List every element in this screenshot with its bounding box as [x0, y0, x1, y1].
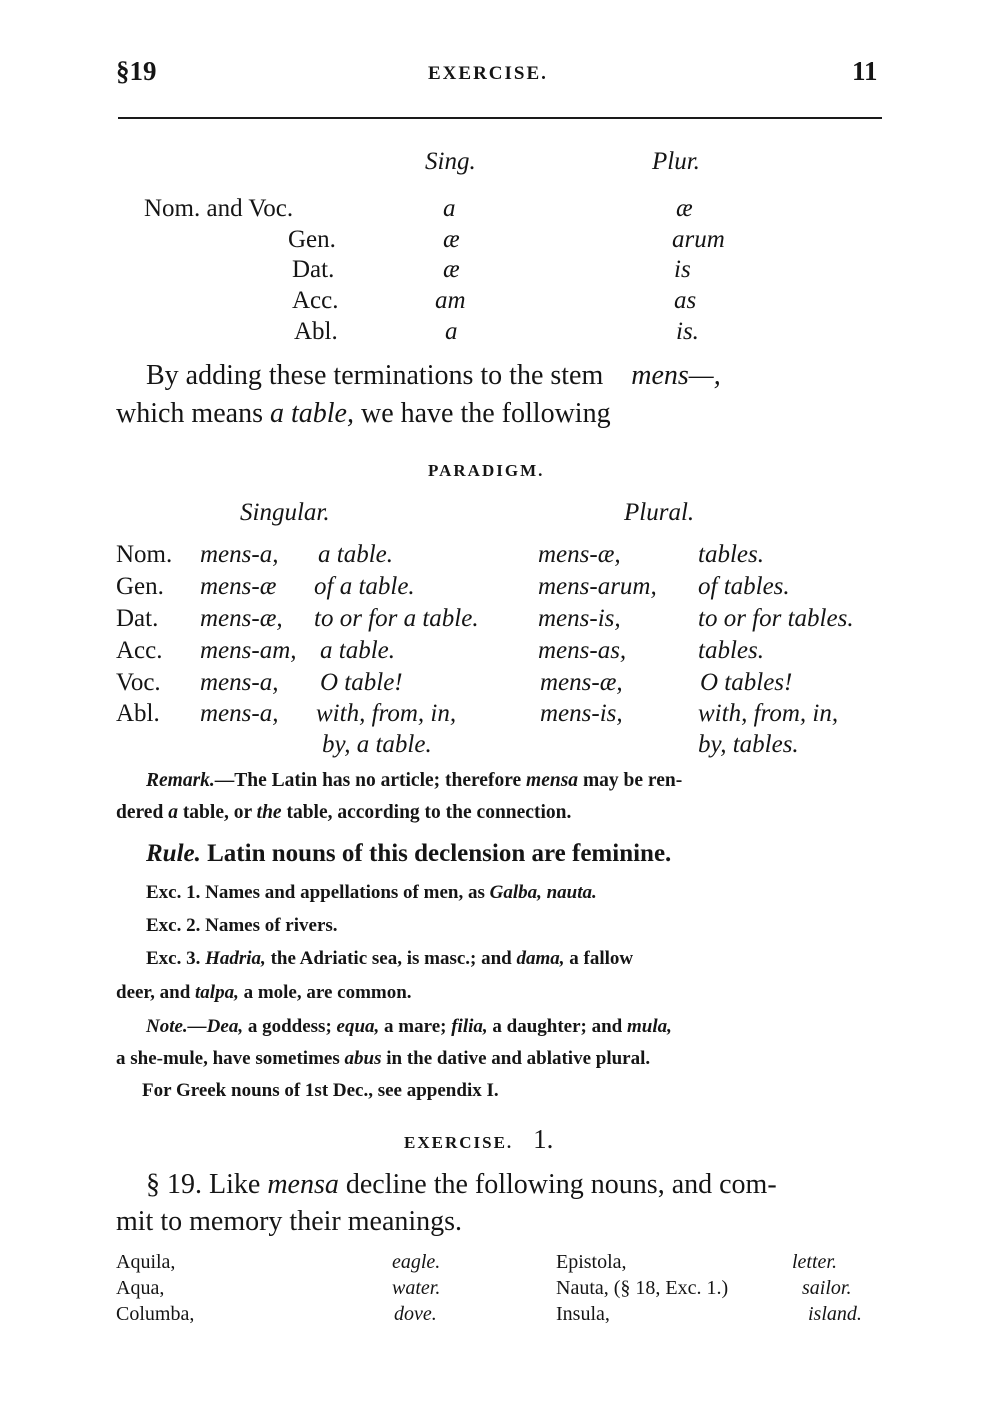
vocab-latin: Aqua,: [116, 1277, 165, 1299]
exercise-text: § 19. Like: [146, 1169, 261, 1200]
paradigm-title: PARADIGM.: [428, 461, 545, 480]
endings-plur: is: [674, 256, 691, 283]
endings-plur-label: Plur.: [652, 148, 700, 175]
exception-3-cont: [116, 982, 412, 1004]
intro-line-1: [146, 360, 721, 392]
vocab-latin: Columba,: [116, 1303, 195, 1325]
paradigm-smean: with, from, in,: [316, 700, 457, 727]
vocab-english: water.: [392, 1277, 441, 1299]
exercise-text: decline the following nouns, and com-: [345, 1169, 777, 1200]
vocab-english: eagle.: [392, 1251, 441, 1273]
intro-line-2: [116, 398, 611, 430]
exception-italic: Galba, nauta.: [489, 882, 597, 903]
paradigm-sform: mens-æ: [200, 573, 277, 600]
paradigm-abl-cont-plur: by, tables.: [698, 731, 799, 758]
paradigm-abl-cont-sing: by, a table.: [322, 731, 432, 758]
note-italic: mula,: [627, 1016, 672, 1037]
note-text: a daughter; and: [492, 1016, 623, 1037]
endings-plur: arum: [672, 226, 725, 253]
note-text: a she-mule, have sometimes: [116, 1048, 340, 1069]
vocab-english: dove.: [394, 1303, 437, 1325]
vocab-latin: Nauta, (§ 18, Exc. 1.): [556, 1277, 729, 1299]
intro-text: By adding these terminations to the stem: [146, 360, 604, 391]
exception-text: a fallow: [569, 948, 634, 969]
rule-line: [146, 840, 671, 868]
endings-case: Abl.: [294, 318, 338, 345]
exception-3: [146, 948, 633, 970]
intro-italic: a table,: [269, 398, 354, 429]
remark-line-2: [116, 802, 571, 824]
exercise-line-2: mit to memory their meanings.: [116, 1206, 463, 1237]
remark-text: table, according to the connection.: [286, 802, 572, 823]
remark-italic: a: [168, 802, 178, 823]
vocab-english: sailor.: [802, 1277, 852, 1299]
exception-number: Exc. 3.: [146, 948, 201, 969]
note-line-1: [146, 1016, 672, 1038]
endings-sing: a: [445, 318, 458, 345]
note-text: in the dative and ablative plural.: [386, 1048, 651, 1069]
exception-number: Exc. 2.: [146, 915, 201, 936]
intro-text: we have the following: [360, 398, 611, 429]
exercise-heading: [404, 1124, 553, 1155]
vocab-latin: Epistola,: [556, 1251, 627, 1273]
paradigm-pmean: to or for tables.: [698, 605, 854, 632]
endings-sing: æ: [443, 256, 460, 283]
stem-word: mens—,: [631, 360, 721, 391]
exercise-number: 1.: [533, 1124, 554, 1154]
paradigm-pmean: tables.: [698, 541, 764, 568]
vocab-english: letter.: [792, 1251, 837, 1273]
endings-plur: is.: [676, 318, 699, 345]
paradigm-sform: mens-a,: [200, 541, 279, 568]
header-rule: [118, 117, 882, 119]
section-number: §19: [116, 56, 157, 86]
vocab-latin: Insula,: [556, 1303, 610, 1325]
exception-italic: dama,: [516, 948, 565, 969]
paradigm-smean: of a table.: [314, 573, 415, 600]
remark-text: dered: [116, 802, 164, 823]
paradigm-pform: mens-arum,: [538, 573, 657, 600]
remark-line-1: [146, 770, 682, 792]
exception-2: [146, 915, 338, 937]
exception-text: a mole, are common.: [243, 982, 412, 1003]
note-italic: abus: [344, 1048, 382, 1069]
remark-text: may be ren-: [582, 770, 683, 791]
note-label: Note.—Dea,: [146, 1016, 244, 1037]
rule-text: Latin nouns of this declension are feminine.: [207, 840, 672, 867]
paradigm-sform: mens-a,: [200, 669, 279, 696]
paradigm-plur-label: Plural.: [624, 499, 695, 526]
paradigm-smean: O table!: [320, 669, 403, 696]
paradigm-pmean: O tables!: [700, 669, 793, 696]
paradigm-pform: mens-is,: [540, 700, 623, 727]
note-text: a goddess;: [247, 1016, 332, 1037]
paradigm-case: Gen.: [116, 573, 164, 600]
exception-1: [146, 882, 597, 904]
endings-sing: æ: [443, 226, 460, 253]
endings-sing-label: Sing.: [425, 148, 476, 175]
paradigm-sform: mens-am,: [200, 637, 297, 664]
page-number: 11: [852, 56, 878, 86]
rule-label: Rule.: [146, 840, 201, 867]
exception-italic: talpa,: [195, 982, 239, 1003]
exercise-title: EXERCISE.: [404, 1133, 514, 1152]
note-text: a mare;: [384, 1016, 447, 1037]
paradigm-pform: mens-is,: [538, 605, 621, 632]
paradigm-sform: mens-æ,: [200, 605, 283, 632]
remark-text: table, or: [182, 802, 252, 823]
paradigm-smean: a table.: [318, 541, 393, 568]
paradigm-case: Nom.: [116, 541, 173, 568]
endings-plur: as: [674, 287, 697, 314]
remark-italic: the: [256, 802, 282, 823]
paradigm-pform: mens-æ,: [538, 541, 621, 568]
exercise-line-1: [146, 1169, 777, 1201]
running-title: EXERCISE.: [428, 63, 548, 84]
endings-case: Gen.: [288, 226, 336, 253]
paradigm-smean: a table.: [320, 637, 395, 664]
paradigm-case: Abl.: [116, 700, 160, 727]
endings-sing: am: [435, 287, 466, 314]
remark-text: —The Latin has no article; therefore: [214, 770, 522, 791]
endings-plur: æ: [676, 195, 693, 222]
paradigm-pmean: tables.: [698, 637, 764, 664]
exception-text: deer, and: [116, 982, 191, 1003]
exception-text: the Adriatic sea, is masc.; and: [270, 948, 512, 969]
paradigm-pmean: of tables.: [698, 573, 790, 600]
paradigm-pmean: with, from, in,: [698, 700, 839, 727]
exception-text: Names of rivers.: [205, 915, 338, 936]
paradigm-case: Acc.: [116, 637, 163, 664]
paradigm-pform: mens-æ,: [540, 669, 623, 696]
paradigm-pform: mens-as,: [538, 637, 627, 664]
endings-case: Dat.: [292, 256, 335, 283]
remark-italic: mensa: [526, 770, 579, 791]
exception-number: Exc. 1.: [146, 882, 201, 903]
vocab-latin: Aquila,: [116, 1251, 176, 1273]
remark-label: Remark.: [146, 770, 215, 791]
exception-text: Names and appellations of men, as: [205, 882, 485, 903]
endings-case: Nom. and Voc.: [144, 195, 294, 222]
paradigm-sform: mens-a,: [200, 700, 279, 727]
intro-text: which means: [116, 398, 263, 429]
endings-sing: a: [443, 195, 456, 222]
note-italic: equa,: [336, 1016, 380, 1037]
paradigm-case: Voc.: [116, 669, 161, 696]
endings-case: Acc.: [292, 287, 339, 314]
note-line-3: For Greek nouns of 1st Dec., see appendix I.: [142, 1080, 499, 1101]
note-italic: filia,: [451, 1016, 488, 1037]
paradigm-smean: to or for a table.: [314, 605, 479, 632]
exception-italic: Hadria,: [205, 948, 266, 969]
paradigm-case: Dat.: [116, 605, 159, 632]
vocab-english: island.: [808, 1303, 862, 1325]
note-line-2: [116, 1048, 650, 1070]
exercise-italic: mensa: [267, 1169, 339, 1200]
paradigm-sing-label: Singular.: [240, 499, 330, 526]
